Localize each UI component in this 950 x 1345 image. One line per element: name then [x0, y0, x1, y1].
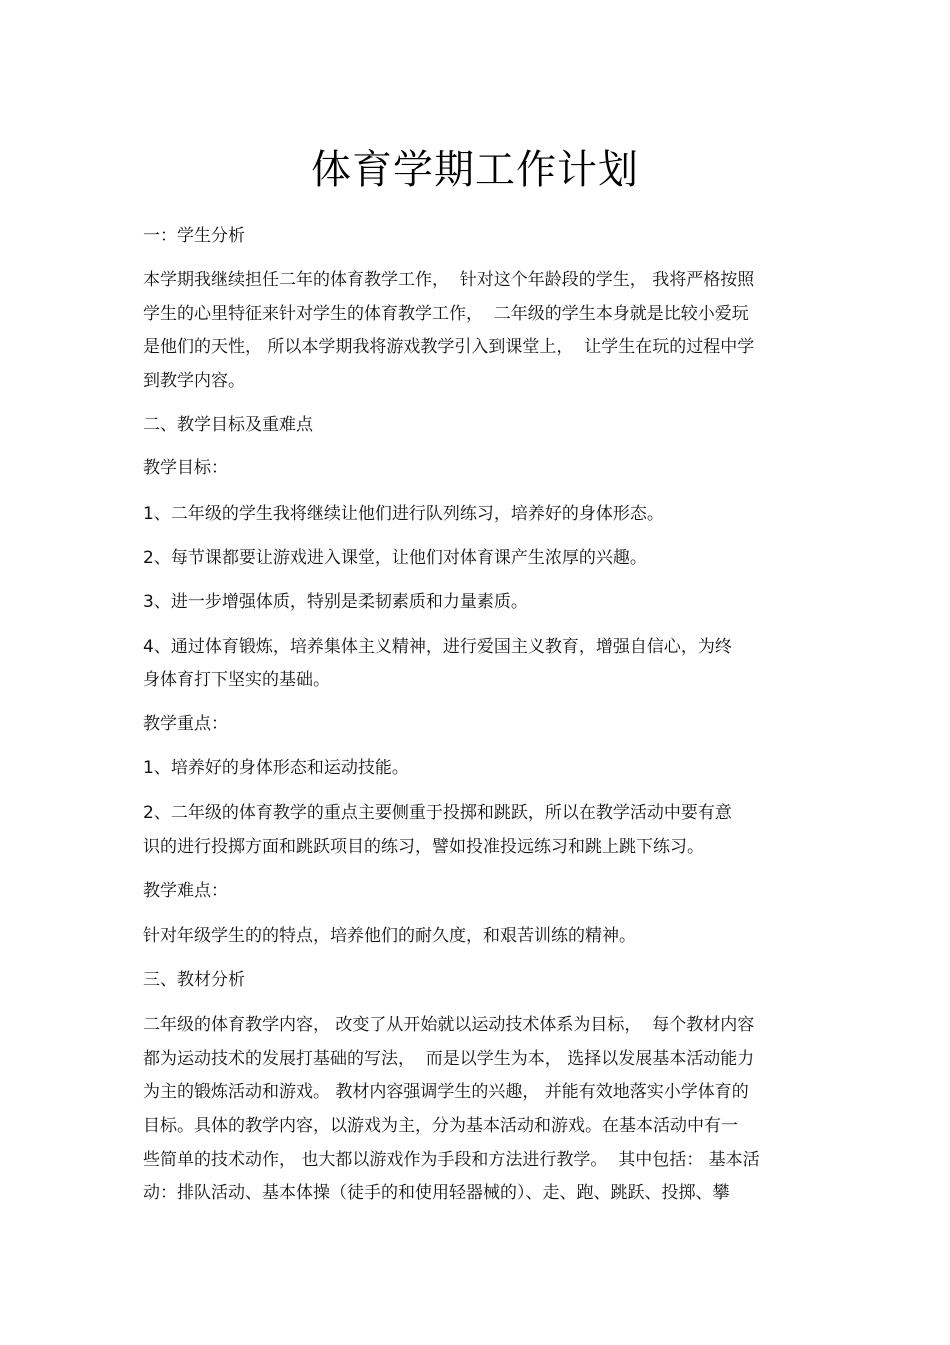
goal-item: 1、二年级的学生我将继续让他们进行队列练习，培养好的身体形态。 [143, 504, 664, 524]
goals-label: 教学目标： [143, 458, 228, 478]
goal-item: 4、通过体育锻炼，培养集体主义精神，进行爱国主义教育，增强自信心，为终 [143, 637, 732, 657]
paragraph-line: 目标。具体的教学内容，以游戏为主，分为基本活动和游戏。在基本活动中有一 [143, 1116, 738, 1136]
paragraph-line: 为主的锻炼活动和游戏。 教材内容强调学生的兴趣， 并能有效地落实小学体育的 [143, 1082, 749, 1102]
goal-item-continued: 身体育打下坚实的基础。 [143, 670, 330, 690]
key-points-label: 教学重点： [143, 714, 228, 734]
section-heading-materials: 三、教材分析 [143, 970, 245, 990]
difficulty-label: 教学难点： [143, 881, 228, 901]
key-point-item-continued: 识的进行投掷方面和跳跃项目的练习，譬如投准投远练习和跳上跳下练习。 [143, 837, 704, 857]
paragraph-line: 是他们的天性， 所以本学期我将游戏教学引入到课堂上， 让学生在玩的过程中学 [143, 337, 755, 357]
goal-item: 3、进一步增强体质，特别是柔韧素质和力量素质。 [143, 592, 528, 612]
paragraph-line: 些简单的技术动作， 也大都以游戏作为手段和方法进行教学。 其中包括： 基本活 [143, 1150, 760, 1170]
paragraph-line: 学生的心里特征来针对学生的体育教学工作， 二年级的学生本身就是比较小爱玩 [143, 304, 749, 324]
section-heading-goals: 二、教学目标及重难点 [143, 415, 313, 435]
section-heading-student-analysis: 一：学生分析 [143, 226, 245, 246]
paragraph-line: 都为运动技术的发展打基础的写法， 而是以学生为本， 选择以发展基本活动能力 [143, 1049, 755, 1069]
paragraph-line: 本学期我继续担任二年的体育教学工作， 针对这个年龄段的学生， 我将严格按照 [143, 270, 755, 290]
paragraph-line: 到教学内容。 [143, 371, 245, 391]
paragraph-line: 动：排队活动、基本体操（徒手的和使用轻器械的）、走、跑、跳跃、投掷、攀 [143, 1183, 730, 1203]
paragraph-line: 二年级的体育教学内容， 改变了从开始就以运动技术体系为目标， 每个教材内容 [143, 1015, 755, 1035]
key-point-item: 1、培养好的身体形态和运动技能。 [143, 758, 409, 778]
key-point-item: 2、二年级的体育教学的重点主要侧重于投掷和跳跃，所以在教学活动中要有意 [143, 803, 732, 823]
page-title: 体育学期工作计划 [311, 147, 639, 193]
difficulty-text: 针对年级学生的的特点，培养他们的耐久度，和艰苦训练的精神。 [143, 926, 636, 946]
goal-item: 2、每节课都要让游戏进入课堂，让他们对体育课产生浓厚的兴趣。 [143, 548, 647, 568]
